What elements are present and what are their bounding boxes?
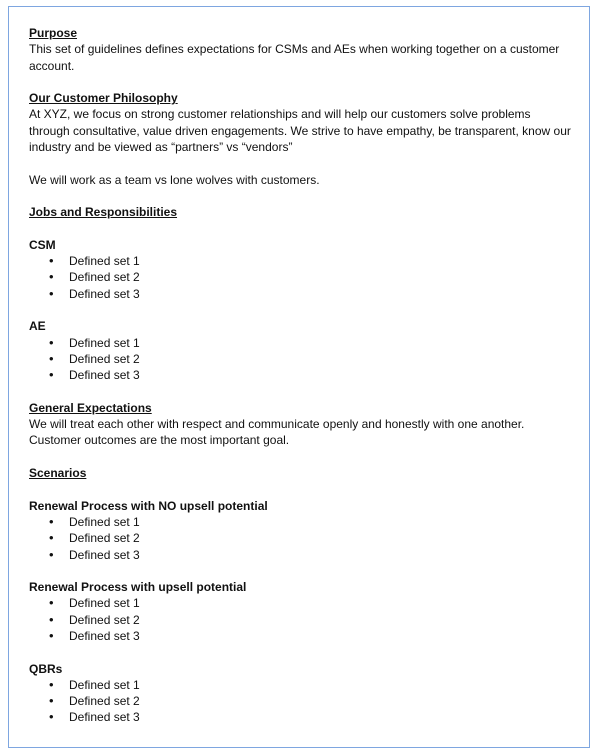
renewal-upsell-title: Renewal Process with upsell potential (29, 580, 247, 595)
list-item: • Defined set 1 (29, 514, 574, 530)
purpose-heading: Purpose (29, 26, 78, 40)
scenarios-heading: Scenarios (29, 466, 87, 481)
document-frame (8, 6, 590, 748)
list-item: • Defined set 2 (29, 351, 574, 367)
philosophy-heading: Our Customer Philosophy (29, 91, 178, 106)
expectations-text: We will treat each other with respect and communicate openly and honestly with one another. Customer outcomes are the most important goal. (29, 417, 525, 448)
renewal-upsell-list (29, 595, 574, 644)
renewal-no-upsell-list (29, 514, 574, 563)
csm-list (29, 253, 574, 302)
list-item: • Defined set 1 (29, 335, 574, 351)
philosophy-text: At XYZ, we focus on strong customer relationships and will help our customers solve problems through consultative, value driven engagements. We strive to have empathy, be transparent, know our industry and be viewed as “partners” vs “vendors” (29, 107, 571, 155)
ae-list (29, 335, 574, 384)
qbrs-list (29, 677, 574, 726)
list-item: • Defined set 3 (29, 628, 574, 644)
purpose-text: This set of guidelines defines expectations for CSMs and AEs when working together on a customer account. (29, 42, 560, 73)
team-text: We will work as a team vs lone wolves with customers. (29, 172, 320, 187)
list-item: • Defined set 2 (29, 269, 574, 285)
list-item: • Defined set 3 (29, 547, 574, 563)
expectations-heading: General Expectations (29, 400, 152, 415)
list-item: • Defined set 2 (29, 693, 574, 709)
list-item: • Defined set 3 (29, 709, 574, 725)
csm-title: CSM (29, 237, 56, 252)
list-item: • Defined set 1 (29, 677, 574, 693)
list-item: • Defined set 3 (29, 367, 574, 383)
list-item: • Defined set 2 (29, 612, 574, 628)
renewal-no-upsell-title: Renewal Process with NO upsell potential (29, 498, 268, 513)
jobs-heading: Jobs and Responsibilities (29, 205, 178, 220)
document-body (29, 25, 574, 726)
list-item: • Defined set 1 (29, 595, 574, 611)
list-item: • Defined set 1 (29, 253, 574, 269)
list-item: • Defined set 2 (29, 530, 574, 546)
qbrs-title: QBRs (29, 661, 63, 676)
list-item: • Defined set 3 (29, 286, 574, 302)
ae-title: AE (29, 319, 46, 334)
